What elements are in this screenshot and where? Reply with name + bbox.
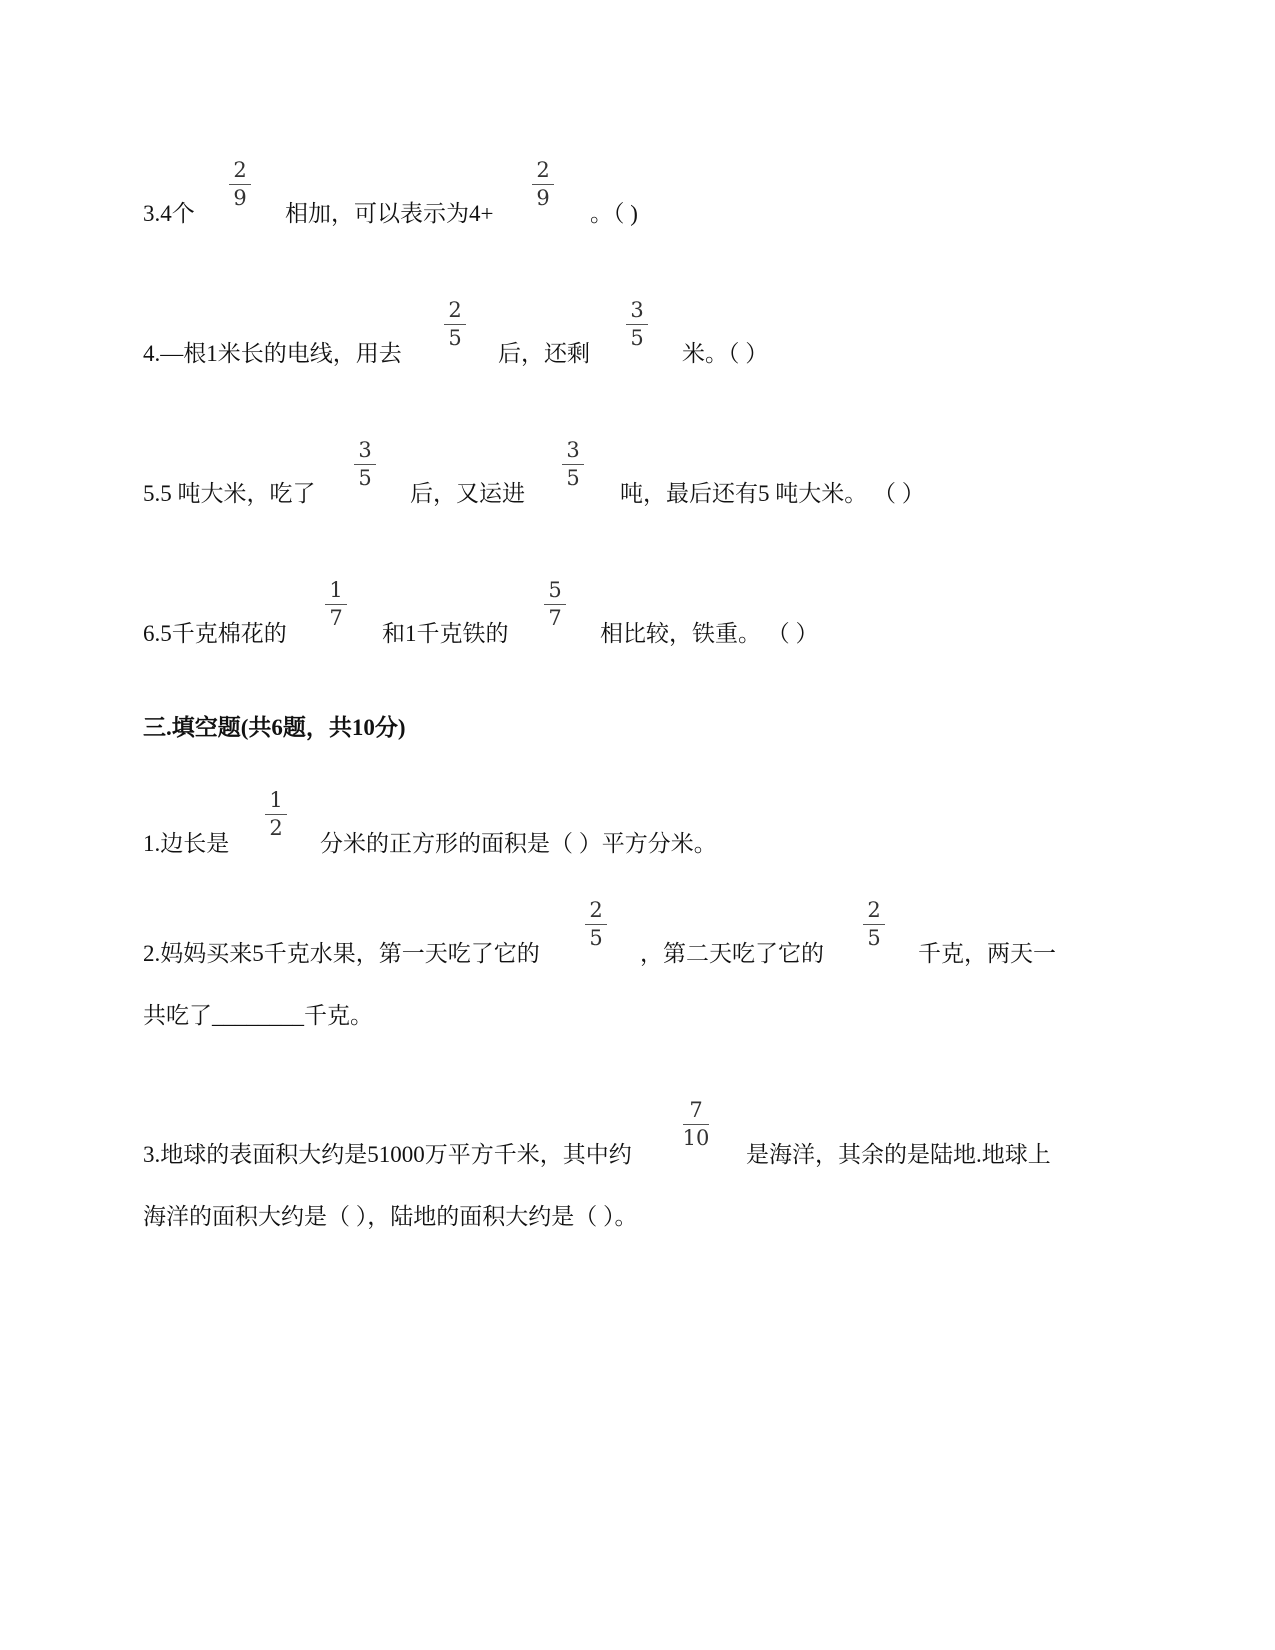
- fraction-bar: [544, 604, 566, 605]
- fraction-denominator: 5: [867, 926, 881, 950]
- fraction: [261, 790, 291, 839]
- fraction: [440, 300, 470, 349]
- question-text: 5.5 吨大米，吃了: [143, 481, 316, 506]
- question-text: 相比较，铁重。 （ ）: [600, 621, 819, 646]
- question-text: 千克，两天一: [918, 941, 1056, 966]
- fraction-denominator: 9: [536, 186, 550, 210]
- fraction: [350, 440, 380, 489]
- question-text: 是海洋，其余的是陆地.地球上: [746, 1142, 1051, 1167]
- section-heading: 三.填空题(共6题，共10分): [143, 715, 406, 740]
- fraction-numerator: 5: [548, 578, 562, 602]
- fraction: [859, 900, 889, 949]
- question-text: 2.妈妈买来5千克水果，第一天吃了它的: [143, 941, 540, 966]
- question-text: 米。（ ）: [682, 341, 769, 366]
- question-text: 。（ ): [590, 201, 638, 226]
- fraction-denominator: 5: [358, 466, 372, 490]
- question-text: 海洋的面积大约是（ ），陆地的面积大约是（ ）。: [143, 1204, 638, 1229]
- fraction-numerator: 7: [689, 1098, 703, 1122]
- fraction-numerator: 2: [867, 898, 881, 922]
- fraction: [581, 900, 611, 949]
- fraction: [622, 300, 652, 349]
- fraction: [528, 160, 558, 209]
- fraction-bar: [444, 324, 466, 325]
- question-text: 吨，最后还有5 吨大米。 （ ）: [620, 481, 925, 506]
- fraction-bar: [863, 924, 885, 925]
- fraction-bar: [683, 1124, 709, 1125]
- fraction-numerator: 2: [448, 298, 462, 322]
- question-text: 和1千克铁的: [382, 621, 509, 646]
- fraction-denominator: 9: [233, 186, 247, 210]
- fraction-numerator: 1: [269, 788, 283, 812]
- fraction-numerator: 3: [566, 438, 580, 462]
- question-text: 4.—根1米长的电线，用去: [143, 341, 402, 366]
- question-text: 相加，可以表示为4+: [285, 201, 494, 226]
- question-text: 3.地球的表面积大约是51000万平方千米，其中约: [143, 1142, 632, 1167]
- fraction: [540, 580, 570, 629]
- fraction-denominator: 5: [566, 466, 580, 490]
- fraction-bar: [229, 184, 251, 185]
- question-text: 后，还剩: [498, 341, 590, 366]
- fraction: [558, 440, 588, 489]
- question-text: ，第二天吃了它的: [640, 941, 824, 966]
- question-text: 后，又运进: [410, 481, 525, 506]
- fraction-denominator: 2: [269, 816, 283, 840]
- fraction-bar: [626, 324, 648, 325]
- fraction-bar: [562, 464, 584, 465]
- fraction-bar: [532, 184, 554, 185]
- fraction-numerator: 2: [589, 898, 603, 922]
- fraction-denominator: 5: [630, 326, 644, 350]
- fraction-numerator: 2: [233, 158, 247, 182]
- fraction-denominator: 10: [682, 1126, 710, 1150]
- fraction-numerator: 2: [536, 158, 550, 182]
- fraction-bar: [585, 924, 607, 925]
- fraction-bar: [325, 604, 347, 605]
- question-text: 共吃了________千克。: [143, 1003, 373, 1028]
- fraction-denominator: 5: [589, 926, 603, 950]
- fraction-numerator: 1: [329, 578, 343, 602]
- fraction-denominator: 7: [329, 606, 343, 630]
- fraction-bar: [265, 814, 287, 815]
- question-text: 分米的正方形的面积是（ ）平方分米。: [320, 831, 717, 856]
- question-text: 3.4个: [143, 201, 195, 226]
- fraction: [225, 160, 255, 209]
- fraction-denominator: 5: [448, 326, 462, 350]
- fraction: [679, 1100, 713, 1149]
- question-text: 6.5千克棉花的: [143, 621, 287, 646]
- fraction-bar: [354, 464, 376, 465]
- fraction: [321, 580, 351, 629]
- fraction-numerator: 3: [358, 438, 372, 462]
- fraction-numerator: 3: [630, 298, 644, 322]
- question-text: 1.边长是: [143, 831, 230, 856]
- fraction-denominator: 7: [548, 606, 562, 630]
